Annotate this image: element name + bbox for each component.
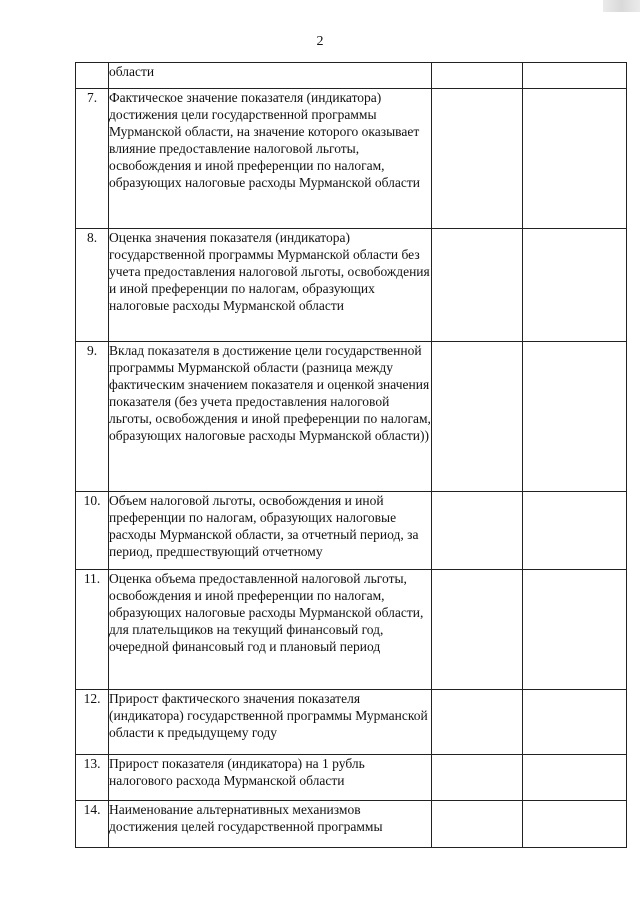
row-description: Оценка значения показателя (индикатора) государственной программы Мурманской области без учета предоставления налоговой льготы, освобождения и иной преференции по налогам, образующих налоговые расходы Мурманской области	[109, 229, 432, 342]
row-number: 9.	[76, 342, 109, 492]
row-number	[76, 63, 109, 89]
value-cell-2	[523, 89, 627, 229]
row-number: 8.	[76, 229, 109, 342]
scan-artifact	[603, 0, 640, 12]
value-cell-1	[432, 570, 523, 690]
row-number: 12.	[76, 690, 109, 755]
row-number: 13.	[76, 755, 109, 801]
value-cell-1	[432, 801, 523, 848]
value-cell-1	[432, 63, 523, 89]
row-description: Объем налоговой льготы, освобождения и иной преференции по налогам, образующих налоговые расходы Мурманской области, за отчетный период, за период, предшествующий отчетному	[109, 492, 432, 570]
value-cell-2	[523, 755, 627, 801]
value-cell-1	[432, 492, 523, 570]
value-cell-2	[523, 342, 627, 492]
table-row	[76, 801, 627, 848]
table-row	[76, 342, 627, 492]
value-cell-2	[523, 229, 627, 342]
row-number: 10.	[76, 492, 109, 570]
page-number: 2	[316, 34, 324, 49]
table-row	[76, 755, 627, 801]
table-row	[76, 492, 627, 570]
value-cell-2	[523, 492, 627, 570]
row-description: Вклад показателя в достижение цели государственной программы Мурманской области (разница между фактическим значением показателя и оценкой значения показателя (без учета предоставления налоговой льготы, освобождения и иной преференции по налогам, образующих налоговые расходы Мурманской области))	[109, 342, 432, 492]
value-cell-2	[523, 63, 627, 89]
row-description: Прирост фактического значения показателя (индикатора) государственной программы Мурманской области к предыдущему году	[109, 690, 432, 755]
table-row	[76, 89, 627, 229]
value-cell-1	[432, 342, 523, 492]
value-cell-2	[523, 570, 627, 690]
row-number: 14.	[76, 801, 109, 848]
row-description: Фактическое значение показателя (индикатора) достижения цели государственной программы Мурманской области, на значение которого оказывает влияние предоставление налоговой льготы, освобождения и иной преференции по налогам, образующих налоговые расходы Мурманской области	[109, 89, 432, 229]
row-description: Наименование альтернативных механизмов достижения целей государственной программы	[109, 801, 432, 848]
value-cell-1	[432, 755, 523, 801]
table-row	[76, 570, 627, 690]
value-cell-1	[432, 89, 523, 229]
row-number: 7.	[76, 89, 109, 229]
row-description: Прирост показателя (индикатора) на 1 рубль налогового расхода Мурманской области	[109, 755, 432, 801]
row-description: области	[109, 63, 432, 89]
table-row	[76, 229, 627, 342]
table-row	[76, 690, 627, 755]
value-cell-1	[432, 229, 523, 342]
row-number: 11.	[76, 570, 109, 690]
value-cell-1	[432, 690, 523, 755]
indicator-table	[75, 62, 627, 848]
value-cell-2	[523, 690, 627, 755]
value-cell-2	[523, 801, 627, 848]
row-description: Оценка объема предоставленной налоговой льготы, освобождения и иной преференции по налогам, образующих налоговые расходы Мурманской области, для плательщиков на текущий финансовый год, очередной финансовый год и плановый период	[109, 570, 432, 690]
table-row	[76, 63, 627, 89]
